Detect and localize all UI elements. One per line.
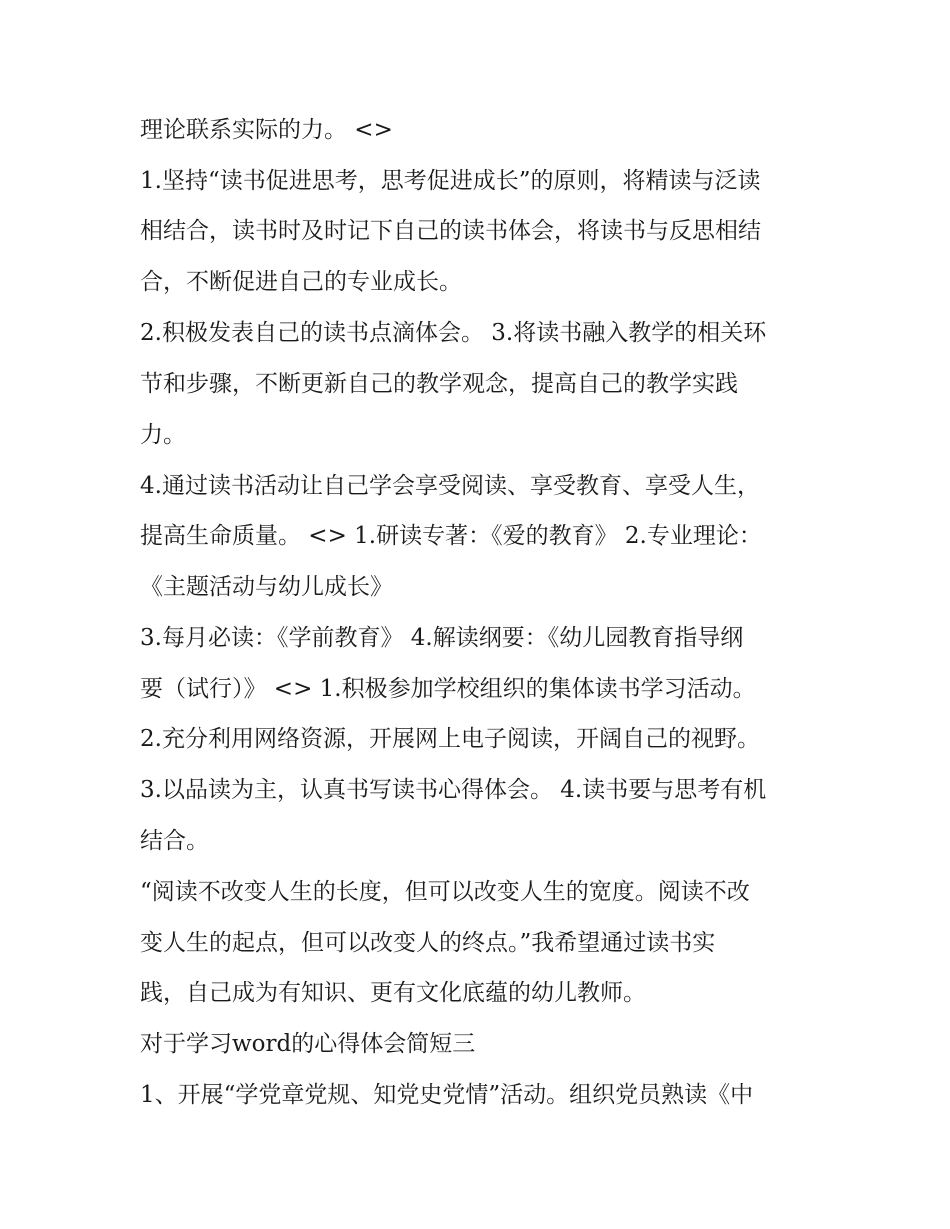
text-line: 力。 (140, 422, 186, 448)
text-line: 2.积极发表自己的读书点滴体会。 3.将读书融入教学的相关环 (140, 320, 767, 346)
text-line: 1、开展“学党章党规、知党史党情”活动。组织党员熟读《中 (140, 1082, 754, 1108)
text-line: 1.坚持“读书促进思考，思考促进成长”的原则，将精读与泛读 (140, 168, 761, 194)
text-line: 变人生的起点，但可以改变人的终点。”我希望通过读书实 (140, 930, 716, 956)
text-line: 3.以品读为主，认真书写读书心得体会。 4.读书要与思考有机 (140, 777, 767, 803)
text-line: 《主题活动与幼儿成长》 (140, 574, 393, 600)
text-line: 节和步骤，不断更新自己的教学观念，提高自己的教学实践 (140, 371, 738, 397)
text-line: “阅读不改变人生的长度，但可以改变人生的宽度。阅读不改 (140, 879, 750, 905)
text-line: 相结合，读书时及时记下自己的读书体会，将读书与反思相结 (140, 218, 761, 244)
text-line: 2.充分利用网络资源，开展网上电子阅读，开阔自己的视野。 (140, 726, 760, 752)
text-line: 合，不断促进自己的专业成长。 (140, 269, 462, 295)
text-line: 4.通过读书活动让自己学会享受阅读、享受教育、享受人生， (140, 473, 760, 499)
text-line: 要（试行）》 <> 1.积极参加学校组织的集体读书学习活动。 (140, 676, 756, 702)
text-line: 结合。 (140, 828, 209, 854)
text-line: 提高生命质量。 <> 1.研读专著：《爱的教育》 2.专业理论： (140, 523, 762, 549)
text-line: 理论联系实际的力。 <> (140, 117, 393, 143)
text-line: 3.每月必读：《学前教育》 4.解读纲要：《幼儿园教育指导纲 (140, 625, 744, 651)
section-heading: 对于学习word的心得体会简短三 (140, 1031, 476, 1057)
text-line: 践，自己成为有知识、更有文化底蕴的幼儿教师。 (140, 980, 646, 1006)
